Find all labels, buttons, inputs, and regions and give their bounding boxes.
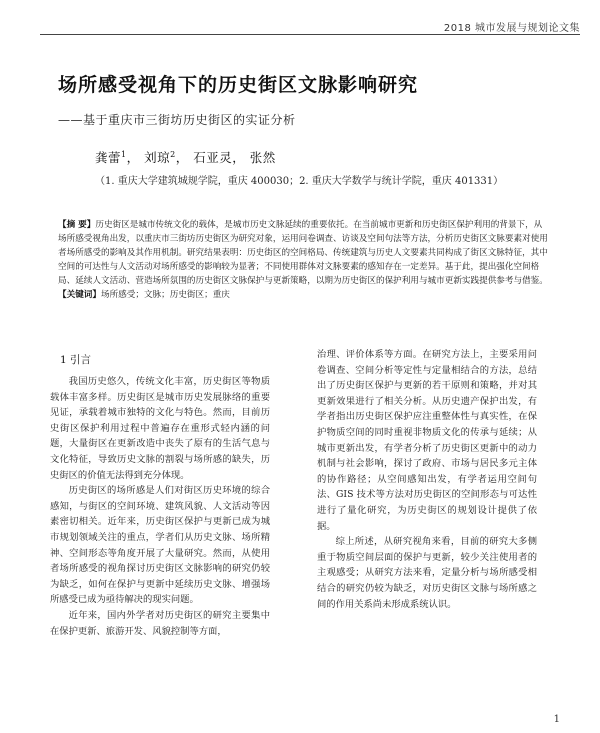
- section-heading: 1 引言: [60, 354, 92, 366]
- author-name: 龚蕾: [95, 150, 122, 165]
- keywords-text: 场所感受；文脉；历史街区；重庆: [100, 290, 230, 300]
- affiliations: （1. 重庆大学建筑城规学院，重庆 400030；2. 重庆大学数学与统计学院，重庆 401331）: [95, 176, 504, 187]
- page-number: 1: [553, 714, 560, 725]
- body-column-left: [50, 352, 270, 639]
- body-paragraph: 我国历史悠久，传统文化丰富，历史街区等物质载体丰富多样。历史街区是城市历史发展脉络的重要见证，承载着城市独特的文化与特色。然而，目前历史街区保护利用过程中普遍存在重形式轻内涵的问题，大量街区在更新改造中丧失了原有的生活气息与文化特征，导致历史文脉的割裂与场所感的缺失，历史街区的价值无法得到充分体现。: [50, 376, 270, 481]
- body-paragraph: 近年来，国内外学者对历史街区的研究主要集中在保护更新、旅游开发、风貌控制等方面，: [50, 609, 270, 637]
- body-column-right: [317, 347, 537, 612]
- author-separator: ，: [126, 150, 140, 165]
- body-paragraph: 历史街区的场所感是人们对街区历史环境的综合感知，与街区的空间环境、建筑风貌、人文活动等因素密切相关。近年来，历史街区保护与更新已成为城市规划领域关注的重点，学者们从历史文脉、场所精神、空间形态等角度开展了大量研究。然而，从使用者场所感受的视角探讨历史街区文脉影响的研究仍较为缺乏，如何在保护与更新中延续历史文脉、增强场所感受已成为亟待解决的现实问题。: [50, 485, 270, 606]
- abstract-paragraph: [58, 218, 548, 288]
- author-separator: ，: [232, 150, 246, 165]
- running-header-title: 2018 城市发展与规划论文集: [443, 23, 580, 34]
- header-divider: [40, 34, 580, 35]
- paper-title: 场所感受视角下的历史街区文脉影响研究: [58, 74, 419, 96]
- abstract-text: 历史街区是城市传统文化的载体，是城市历史文脉延续的重要依托。在当前城市更新和历史街区保护利用的背景下，从场所感受视角出发，以重庆市三街坊历史街区为研究对象，运用问卷调查、访谈及空间句法等方法，分析历史街区文脉要素对使用者场所感受的影响及其作用机制。研究结果表明：历史街区的空间格局、传统建筑与历史人文要素共同构成了街区文脉特征，其中空间的可达性与人文活动对场所感受的影响较为显著；不同使用群体对文脉要素的感知存在一定差异。基于此，提出强化空间格局、延续人文活动、营造场所氛围的历史街区文脉保护与更新策略，以期为历史街区的保护利用与城市更新实践提供参考与借鉴。: [58, 220, 548, 286]
- abstract-label: 【摘 要】: [58, 220, 96, 230]
- abstract-block: [58, 218, 548, 302]
- body-paragraph: 综上所述，从研究视角来看，目前的研究大多侧重于物质空间层面的保护与更新，较少关注使用者的主观感受；从研究方法来看，定量分析与场所感受相结合的研究仍较为缺乏，对历史街区文脉与场所感之间的作用关系尚未形成系统认识。: [317, 536, 537, 610]
- author-affiliation-mark: 2: [170, 149, 176, 159]
- keywords-line: [58, 288, 548, 302]
- body-paragraph: 治理、评价体系等方面。在研究方法上，主要采用问卷调查、空间分析等定性与定量相结合的方法，总结出了历史街区保护与更新的若干原则和策略，并对其更新效果进行了相关分析。从历史遗产保护出发，有学者指出历史街区保护应注重整体性与真实性，在保护物质空间的同时重视非物质文化的传承与延续；从城市更新出发，有学者分析了历史街区更新中的动力机制与社会影响，探讨了政府、市场与居民多元主体的协作路径；从空间感知出发，有学者运用空间句法、GIS 技术等方法对历史街区的空间形态与可达性进行了量化研究，为历史街区的规划设计提供了依据。: [317, 349, 537, 532]
- author-name: 石亚灵: [193, 150, 233, 165]
- author-affiliation-mark: 1: [121, 149, 127, 159]
- author-list: [95, 148, 276, 166]
- author-name: 张然: [249, 150, 276, 165]
- paper-subtitle: ——基于重庆市三街坊历史街区的实证分析: [58, 113, 296, 127]
- keywords-label: 【关键词】: [58, 290, 101, 300]
- author-name: 刘琼: [144, 150, 171, 165]
- author-separator: ，: [175, 150, 189, 165]
